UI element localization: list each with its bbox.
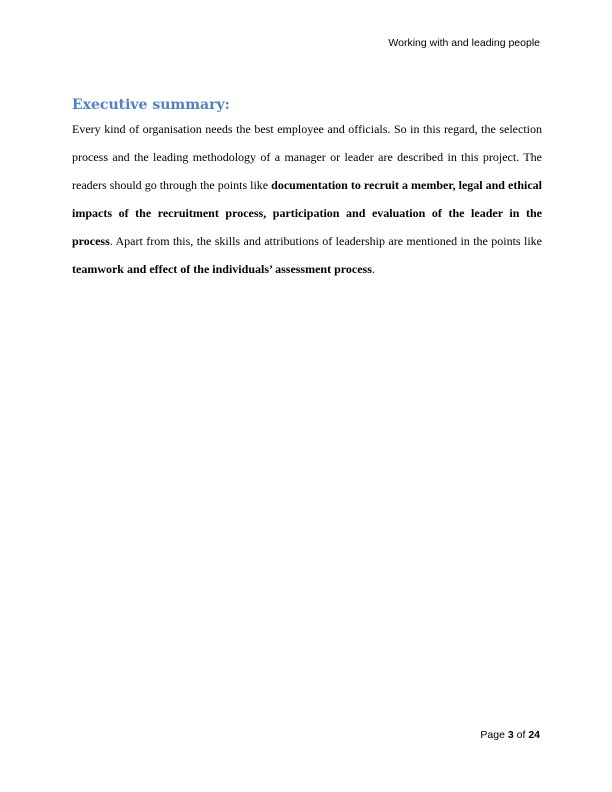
page-label: Page	[480, 729, 505, 741]
current-page-number: 3	[507, 729, 514, 741]
executive-summary-paragraph	[72, 115, 542, 283]
page-header	[388, 37, 540, 49]
total-pages-number: 24	[528, 729, 540, 741]
page-footer	[480, 729, 540, 741]
paragraph-run-bold: teamwork and effect of the individuals’ assessment process	[72, 262, 372, 276]
of-label: of	[516, 729, 526, 741]
section-heading: Executive summary:	[72, 97, 230, 113]
running-title: Working with and leading people	[388, 37, 540, 49]
paragraph-run: . Apart from this, the skills and attributions of leadership are mentioned in the points like	[109, 234, 542, 248]
paragraph-run: Every kind of organisation needs the best employee and officials. So in this regard, the selection process and the leading methodology of a manager or leader are described in this project. The readers should go through the points like	[72, 122, 542, 192]
paragraph-run: .	[371, 262, 375, 276]
document-body	[72, 95, 542, 283]
paragraph-run-bold: documentation to recruit a member, legal and ethical impacts of the recruitment process, participation and evaluation of the leader in the process	[72, 178, 543, 248]
